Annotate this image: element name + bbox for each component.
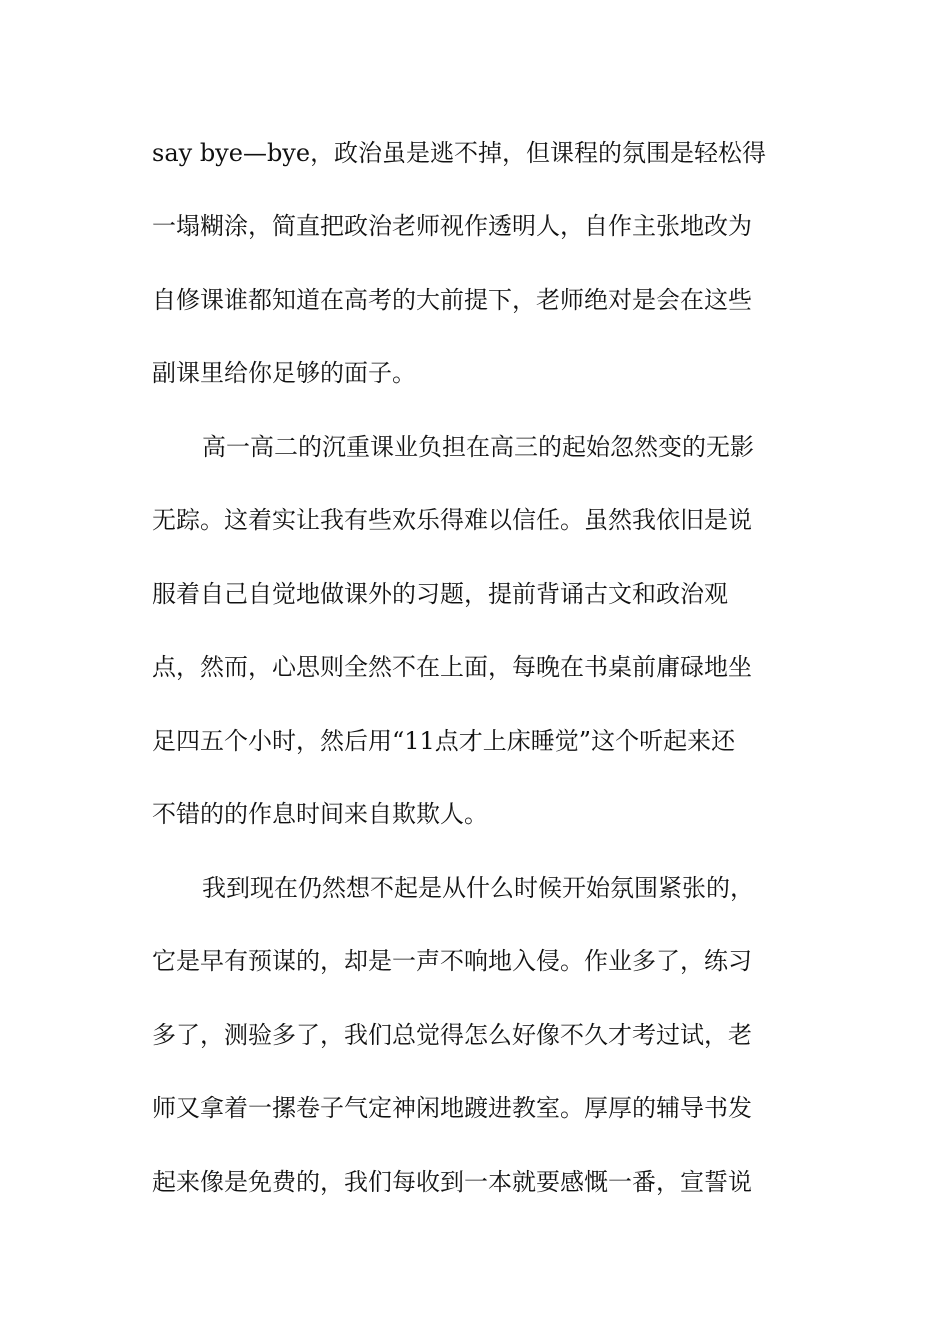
text-line: 点，然而，心思则全然不在上面，每晚在书桌前庸碌地坐 — [152, 653, 752, 681]
text-line: say bye—bye，政治虽是逃不掉，但课程的氛围是轻松得 — [152, 139, 767, 167]
text-line: 服着自己自觉地做课外的习题，提前背诵古文和政治观 — [152, 580, 728, 608]
text-line: 它是早有预谋的，却是一声不响地入侵。作业多了，练习 — [152, 947, 752, 975]
text-line: 无踪。这着实让我有些欢乐得难以信任。虽然我依旧是说 — [152, 506, 752, 534]
text-line: 起来像是免费的，我们每收到一本就要感慨一番，宣誓说 — [152, 1168, 752, 1196]
text-line: 一塌糊涂，简直把政治老师视作透明人，自作主张地改为 — [152, 212, 752, 240]
text-line: 自修课谁都知道在高考的大前提下，老师绝对是会在这些 — [152, 286, 752, 314]
text-line: 师又拿着一摞卷子气定神闲地踱进教室。厚厚的辅导书发 — [152, 1094, 752, 1122]
paragraph-first-line: 高一高二的沉重课业负担在高三的起始忽然变的无影 — [202, 433, 754, 461]
text-line: 不错的的作息时间来自欺欺人。 — [152, 800, 488, 828]
paragraph-first-line: 我到现在仍然想不起是从什么时候开始氛围紧张的， — [202, 874, 754, 902]
text-line: 多了，测验多了，我们总觉得怎么好像不久才考过试，老 — [152, 1021, 752, 1049]
text-line: 足四五个小时，然后用“11点才上床睡觉”这个听起来还 — [152, 727, 736, 755]
text-line: 副课里给你足够的面子。 — [152, 359, 416, 387]
